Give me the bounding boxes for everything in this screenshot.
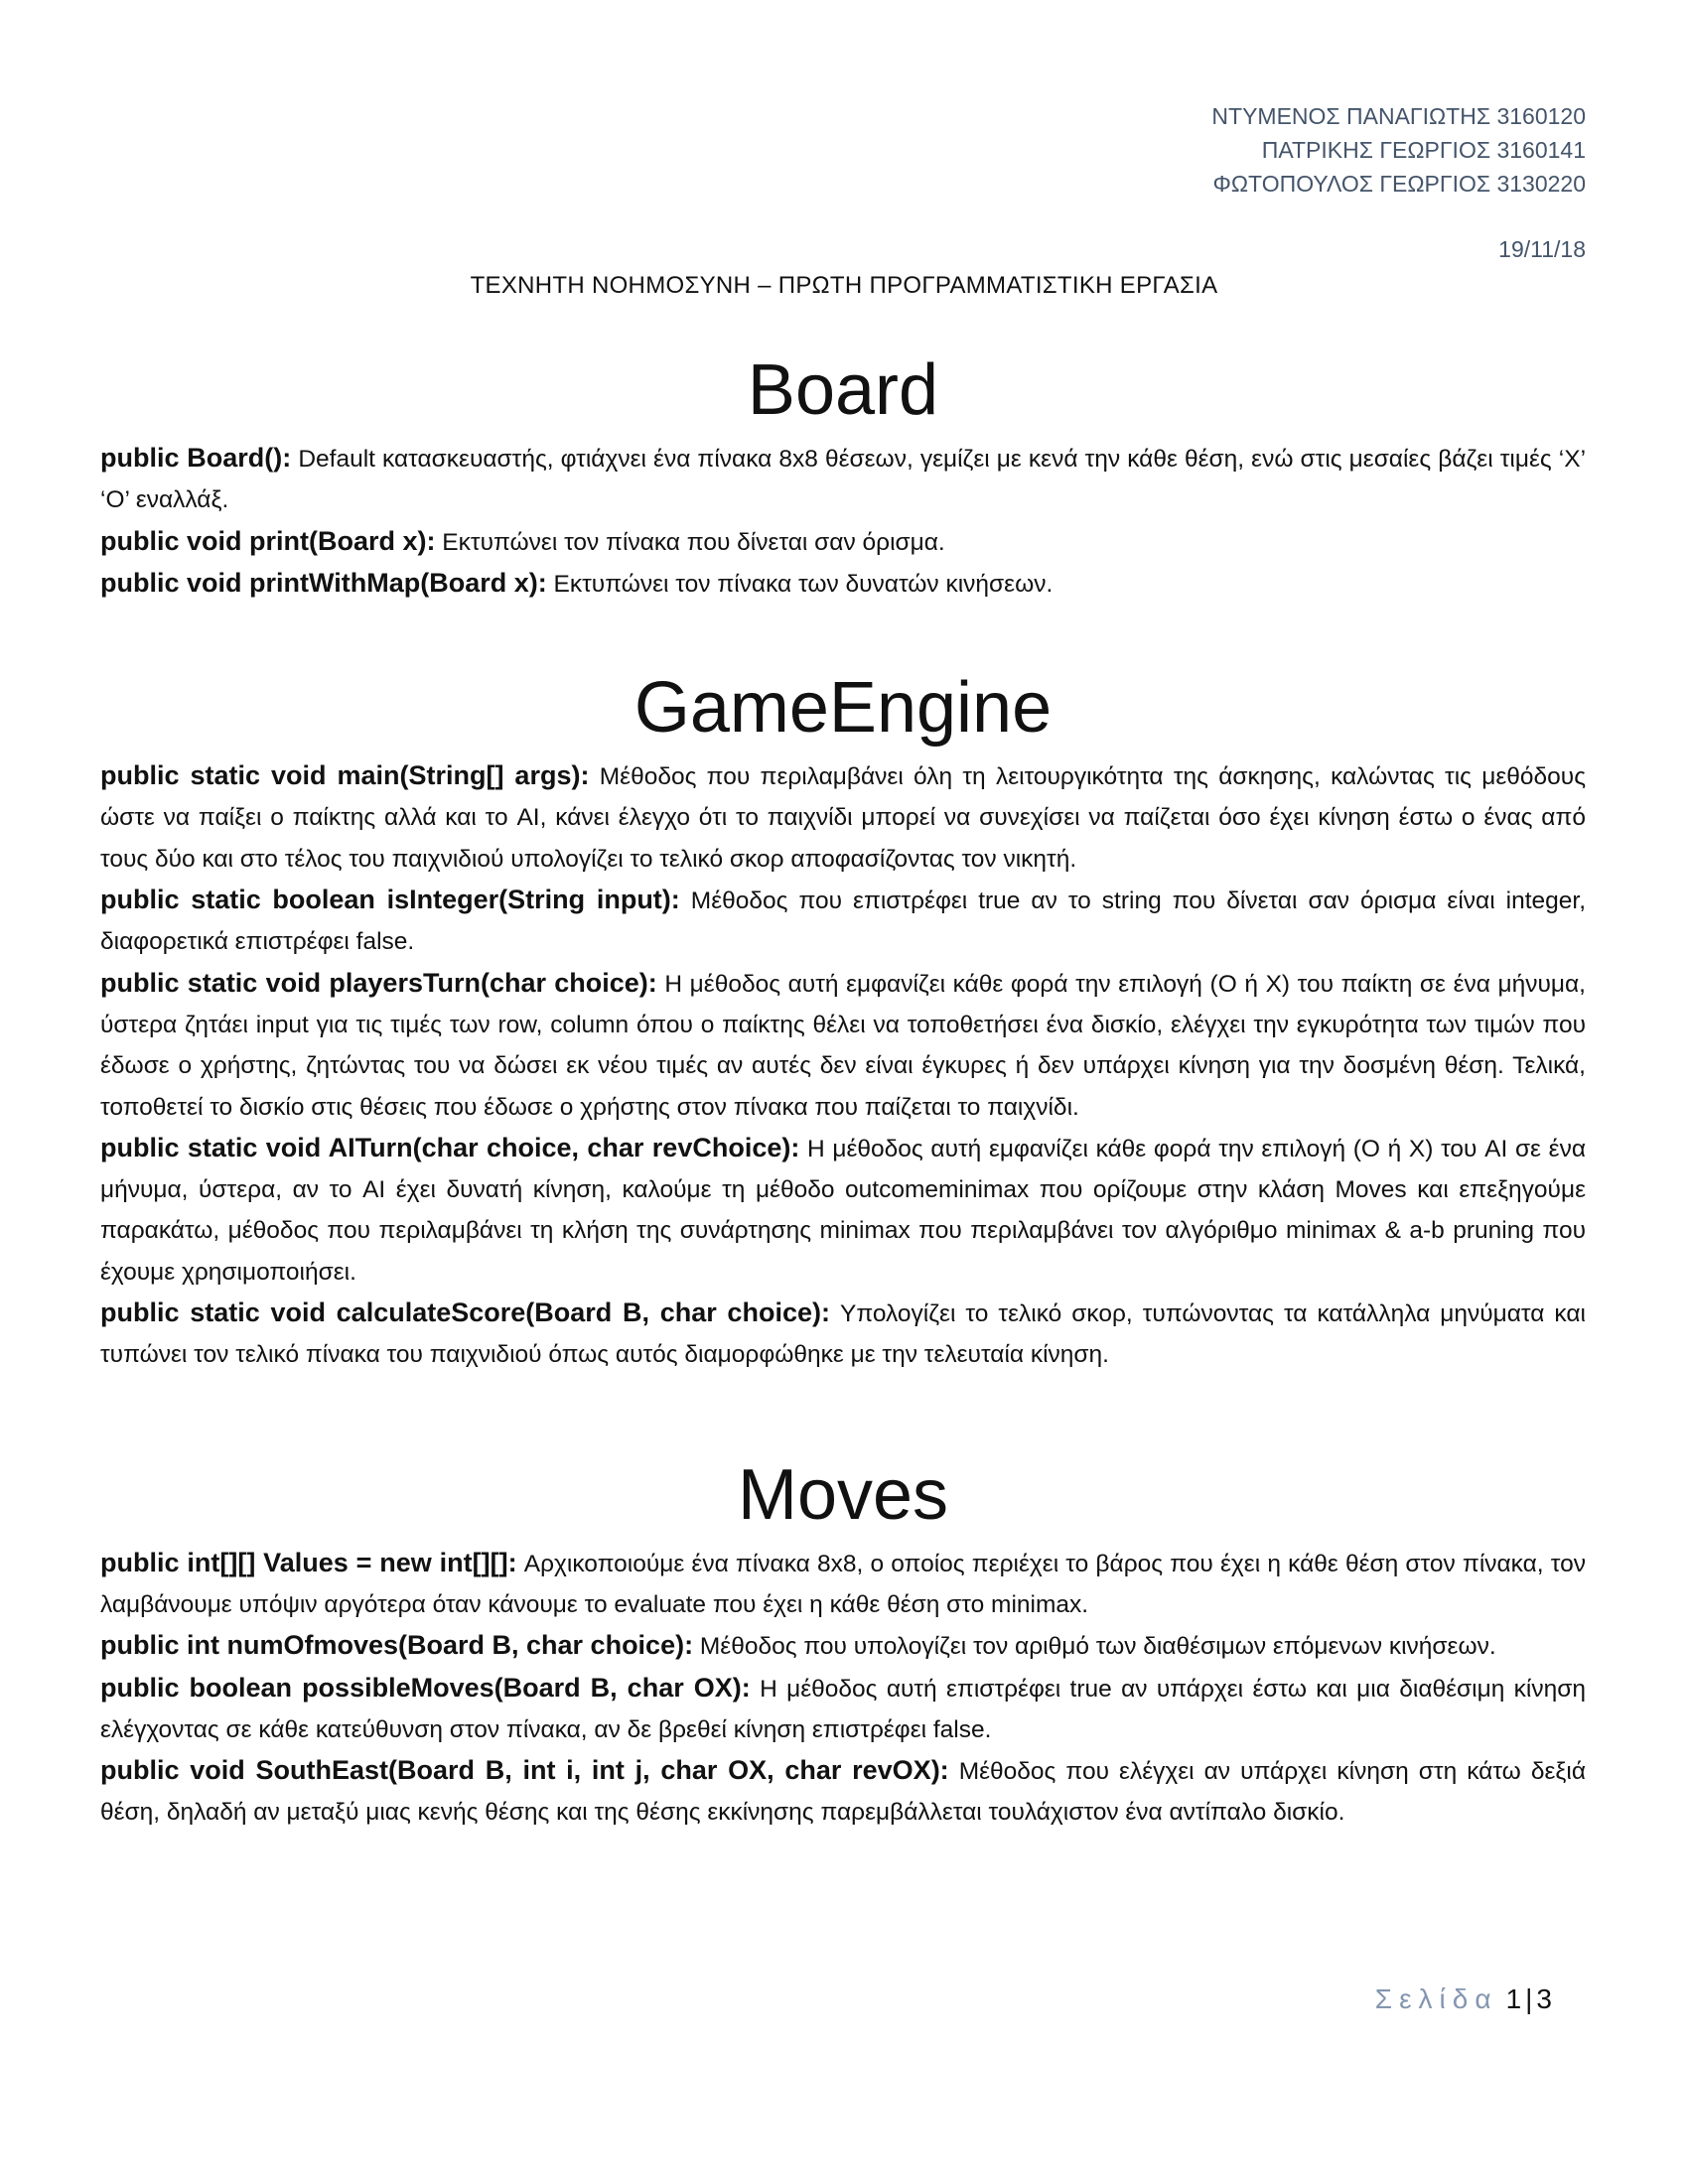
method-entry [100,1668,1586,1751]
document-body [100,342,1586,1834]
method-description: Μέθοδος που υπολογίζει τον αριθμό των διαθέσιμων επόμενων κινήσεων. [693,1633,1496,1661]
spacer [100,1376,1586,1447]
page-footer [1375,1983,1552,2015]
method-entry [100,563,1586,605]
page-number: 1 [1505,1983,1522,2014]
method-description: Default κατασκευαστής, φτιάχνει ένα πίνακα 8x8 θέσεων, γεμίζει με κενά την κάθε θέση, ενώ στις μεσαίες βάζει τιμές ‘Χ’ ‘Ο’ εναλλάξ. [100,446,1587,514]
section-title-moves: Moves [737,1454,949,1535]
method-entry [100,1750,1586,1834]
method-entry [100,1128,1586,1293]
document-date: 19/11/18 [1498,236,1586,262]
method-signature: public static void AITurn(char choice, char revChoice): [100,1132,800,1162]
method-signature: public boolean possibleMoves(Board B, char OX): [100,1672,751,1703]
method-entry [100,963,1586,1128]
method-signature: public static void main(String[] args): [100,760,590,791]
document-title: ΤΕΧΝΗΤΗ ΝΟΗΜΟΣΥΝΗ – ΠΡΩΤΗ ΠΡΟΓΡΑΜΜΑΤΙΣΤΙΚΗ ΕΡΓΑΣΙΑ [470,272,1218,299]
method-entry [100,438,1586,521]
author-line: ΝΤΥΜΕΝΟΣ ΠΑΝΑΓΙΩΤΗΣ 3160120 [1211,103,1586,129]
author-line: ΠΑΤΡΙΚΗΣ ΓΕΩΡΓΙΟΣ 3160141 [1261,137,1586,163]
page-total: 3 [1536,1983,1552,2014]
method-description: Μέθοδος που περιλαμβάνει όλη τη λειτουργικότητα της άσκησης, καλώντας τις μεθόδους ώστε να παίξει ο παίκτης αλλά και το AI, κάνει έλεγχο ότι το παιχνίδι μπορεί να συνεχίσει να παίζεται όσο έχει κίνηση έστω ο ένας από τους δύο και στο τέλος του παιχνιδιού υπολογίζει το τελικό σκορ αποφασίζοντας τον νικητή. [100,763,1586,873]
method-description: Η μέθοδος αυτή επιστρέφει true αν υπάρχει έστω και μια διαθέσιμη κίνηση ελέγχοντας σε κάθε κατεύθυνση στον πίνακα, αν δε βρεθεί κίνηση επιστρέφει false. [100,1675,1586,1743]
method-description: Εκτυπώνει τον πίνακα που δίνεται σαν όρισμα. [435,528,945,556]
method-description: Εκτυπώνει τον πίνακα των δυνατών κινήσεων. [546,570,1054,598]
method-signature: public static void playersTurn(char choice): [100,967,657,998]
method-signature: public void SouthEast(Board B, int i, int j, char OX, char revOX): [100,1755,949,1786]
method-signature: public int[][] Values = new int[][]: [100,1547,517,1577]
section-title-gameengine: GameEngine [633,668,1053,749]
method-signature: public void printWithMap(Board x): [100,567,547,598]
section-title-board: Board [747,350,939,430]
spacer [100,605,1586,660]
authors-block [1211,99,1586,201]
page-separator: | [1525,1983,1533,2014]
method-signature: public static void calculateScore(Board B, char choice): [100,1297,830,1328]
method-entry [100,1543,1586,1626]
method-entry [100,1625,1586,1667]
method-entry [100,755,1586,880]
method-description: Αρχικοποιούμε ένα πίνακα 8x8, ο οποίος περιέχει το βάρος που έχει η κάθε θέση στον πίνακα, τον λαμβάνουμε υπόψιν αργότερα όταν κάνουμε το evaluate που έχει η κάθε θέση στο minimax. [100,1550,1586,1618]
method-signature: public void print(Board x): [100,525,436,556]
method-description: Μέθοδος που επιστρέφει true αν το string που δίνεται σαν όρισμα είναι integer, διαφορετικά επιστρέφει false. [100,887,1586,956]
method-signature: public static boolean isInteger(String input): [100,885,680,915]
method-description: Υπολογίζει το τελικό σκορ, τυπώνοντας τα κατάλληλα μηνύματα και τυπώνει τον τελικό πίνακα του παιχνιδιού όπως αυτός διαμορφώθηκε με την τελευταία κίνηση. [100,1300,1586,1369]
method-entry [100,880,1586,963]
method-entry [100,521,1586,563]
page-label: Σελίδα [1374,1983,1498,2014]
method-description: Η μέθοδος αυτή εμφανίζει κάθε φορά την επιλογή (Ο ή Χ) του AI σε ένα μήνυμα, ύστερα, αν το AI έχει δυνατή κίνηση, καλούμε τη μέθοδο outcomeminimax που ορίζουμε στην κλάση Moves και επεξηγούμε παρακάτω, μέθοδος που περιλαμβάνει τη κλήση της συνάρτησης minimax που περιλαμβάνει τον αλγόριθμο minimax & a-b pruning που έχουμε χρησιμοποιήσει. [100,1135,1586,1286]
method-signature: public Board(): [100,443,292,473]
method-signature: public int numOfmoves(Board B, char choice): [100,1630,694,1661]
method-description: Μέθοδος που ελέγχει αν υπάρχει κίνηση στη κάτω δεξιά θέση, δηλαδή αν μεταξύ μιας κενής θέσης και της θέσης εκκίνησης παρεμβάλλεται τουλάχιστον ένα αντίπαλο δισκίο. [100,1758,1586,1827]
method-description: Η μέθοδος αυτή εμφανίζει κάθε φορά την επιλογή (Ο ή Χ) του παίκτη σε ένα μήνυμα, ύστερα ζητάει input για τις τιμές των row, column όπου ο παίκτης θέλει να τοποθετήσει ένα δισκίο, ελέγχει την εγκυρότητα των τιμών που έδωσε ο χρήστης, ζητώντας του να δώσει εκ νέου τιμές αν αυτές δεν είναι έγκυρες ή δεν υπάρχει κίνηση για την δοσμένη θέση. Τελικά, τοποθετεί το δισκίο στις θέσεις που έδωσε ο χρήστης στον πίνακα που παίζεται το παιχνίδι. [100,970,1586,1121]
method-entry [100,1293,1586,1376]
author-line: ΦΩΤΟΠΟΥΛΟΣ ΓΕΩΡΓΙΟΣ 3130220 [1212,171,1586,197]
